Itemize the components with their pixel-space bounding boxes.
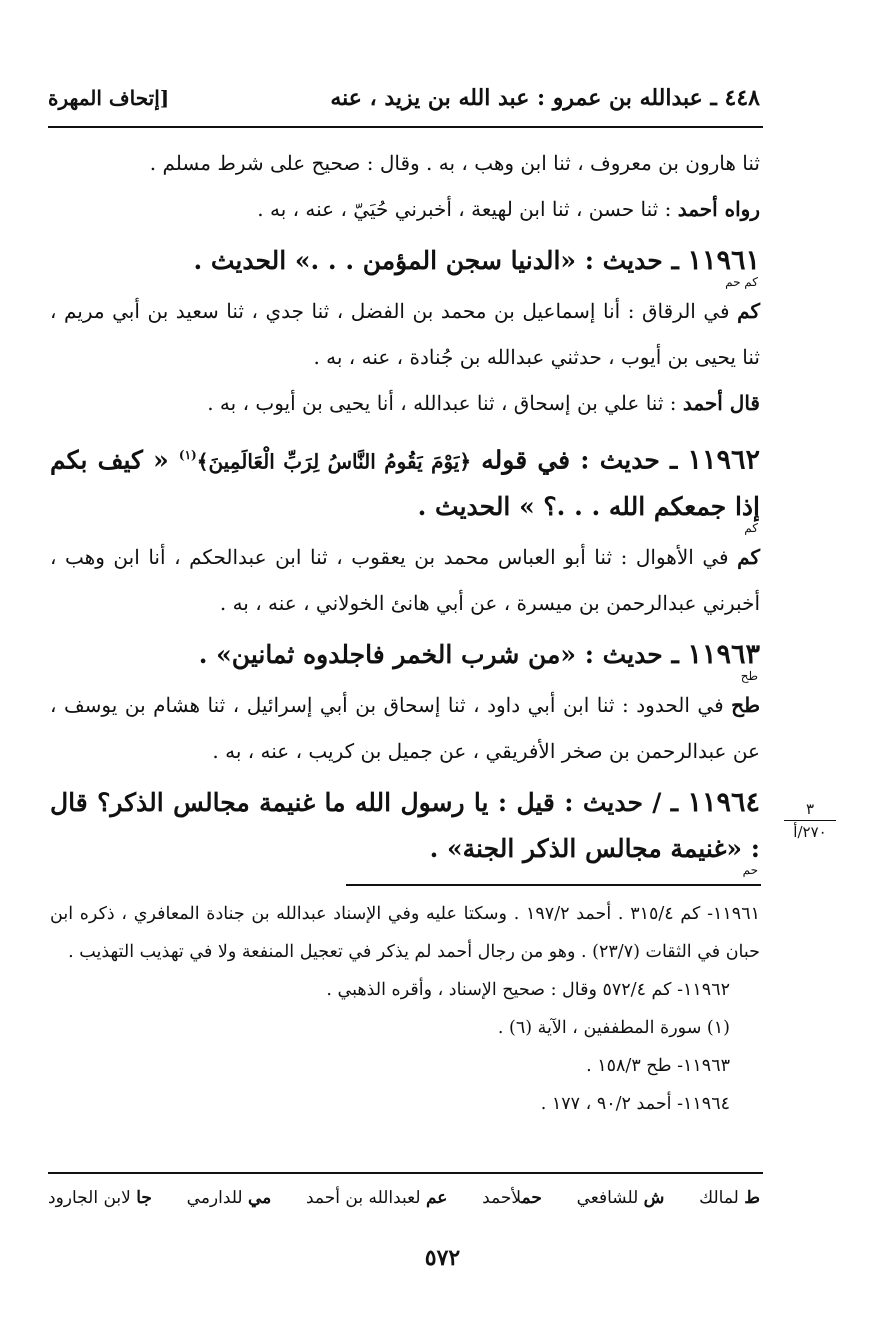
footnote-rule	[346, 884, 761, 886]
abbrev-item: ش للشافعي	[576, 1188, 665, 1208]
running-title: ٤٤٨ ـ عبدالله بن عمرو : عبد الله بن يزيد ، عنه	[330, 85, 760, 111]
hadith-entry-11964	[50, 780, 760, 876]
abbreviations-rule	[48, 1172, 763, 1174]
hadith-number: ١١٩٦١	[687, 245, 760, 276]
source-codes: حم	[742, 863, 758, 878]
margin-volume: ٣	[805, 800, 815, 818]
margin-page: ٢٧٠/أ	[793, 823, 827, 841]
hadith-entry-11962	[50, 432, 760, 626]
footnote: ١١٩٦٤- أحمد ٩٠/٢ ، ١٧٧ .	[540, 1094, 730, 1114]
entry-heading: ١١٩٦٣ ـ حديث : «من شرب الخمر فاجلدوه ثمانين» .	[198, 639, 760, 671]
entry-text: كم في الرقاق : أنا إسماعيل بن محمد بن الفضل ، ثنا جدي ، ثنا سعيد بن أبي مريم ، ثنا يحيى بن أيوب ، حدثني عبدالله بن جُنادة ، عنه ، به .	[50, 299, 760, 369]
footnote: (١) سورة المطففين ، الآية (٦) .	[497, 1018, 730, 1038]
source-codes: طح	[740, 669, 758, 684]
paragraph-2: رواه أحمد : ثنا حسن ، ثنا ابن لهيعة ، أخبرني حُيَيّ ، عنه ، به .	[257, 197, 760, 221]
footnote: ١١٩٦٢- كم ٥٧٢/٤ وقال : صحيح الإسناد ، وأقره الذهبي .	[326, 980, 730, 1000]
abbrev-item: جا لابن الجارود	[48, 1188, 152, 1208]
source-codes: كم حم	[725, 275, 758, 289]
book-title: [إتحاف المهرة	[48, 86, 170, 110]
margin-reference	[780, 800, 840, 841]
abbrev-item: مي للدارمي	[186, 1188, 272, 1208]
footnotes	[50, 895, 760, 1123]
source-label: رواه أحمد	[677, 197, 760, 221]
abbrev-item: حملأحمد	[482, 1188, 542, 1208]
running-header	[48, 80, 760, 116]
page-number: ٥٧٢	[424, 1245, 461, 1271]
entry-heading: ١١٩٦٢ ـ حديث : في قوله ﴿يَوْمَ يَقُومُ النَّاسُ لِرَبِّ الْعَالَمِينَ﴾$^{(١)}$ « كيف بكم إذا جمعكم الله . . .؟ » الحديث .	[50, 444, 760, 522]
source-codes: كم	[744, 521, 758, 536]
abbrev-item: ط لمالك	[699, 1188, 760, 1208]
footnote: ١١٩٦٣- طح ١٥٨/٣ .	[586, 1056, 730, 1076]
entry-heading: ١١٩٦١ ـ حديث : «الدنيا سجن المؤمن . . .» الحديث .	[193, 245, 760, 276]
quran-verse: ﴿يَوْمَ يَقُومُ النَّاسُ لِرَبِّ الْعَالَمِينَ﴾	[196, 449, 472, 474]
entry-heading: ١١٩٦٤ ـ / حديث : قيل : يا رسول الله ما غنيمة مجالس الذكر؟ قال : «غنيمة مجالس الذكر الجنة» .	[50, 787, 760, 864]
margin-rule	[784, 820, 836, 821]
hadith-number: ١١٩٦٢	[687, 444, 760, 476]
entry-text-2: قال أحمد : ثنا علي بن إسحاق ، ثنا عبدالله ، أنا يحيى بن أيوب ، به .	[207, 391, 760, 415]
entry-text: كم في الأهوال : ثنا أبو العباس محمد بن يعقوب ، ثنا ابن عبدالحكم ، أنا ابن وهب ، أخبرني عبدالرحمن بن ميسرة ، عن أبي هانئ الخولاني ، عنه ، به .	[50, 545, 760, 616]
header-rule	[48, 126, 763, 128]
hadith-number: ١١٩٦٤	[687, 787, 760, 819]
abbrev-item: عم لعبدالله بن أحمد	[306, 1188, 448, 1208]
paragraph-1: ثنا هارون بن معروف ، ثنا ابن وهب ، به . وقال : صحيح على شرط مسلم .	[149, 151, 760, 175]
hadith-entry-11963	[50, 632, 760, 774]
hadith-entry-11961	[50, 238, 760, 426]
footnote: ١١٩٦١- كم ٣١٥/٤ . أحمد ١٩٧/٢ . وسكتا عليه وفي الإسناد عبدالله بن جنادة المعافري ، ذكره ابن حبان في الثقات (٢٣/٧) . وهو من رجال أحمد لم يذكر في تعجيل المنفعة ولا في تهذيب التهذيب .	[50, 904, 760, 962]
abbreviations-key	[48, 1188, 760, 1208]
entry-text: طح في الحدود : ثنا ابن أبي داود ، ثنا إسحاق بن أبي إسرائيل ، ثنا هشام بن يوسف ، عن عبدالرحمن بن صخر الأفريقي ، عن جميل بن كريب ، عنه ، به .	[50, 693, 760, 764]
footnote-ref: (١)	[178, 448, 197, 462]
main-text	[50, 140, 760, 876]
hadith-number: ١١٩٦٣	[687, 639, 760, 671]
